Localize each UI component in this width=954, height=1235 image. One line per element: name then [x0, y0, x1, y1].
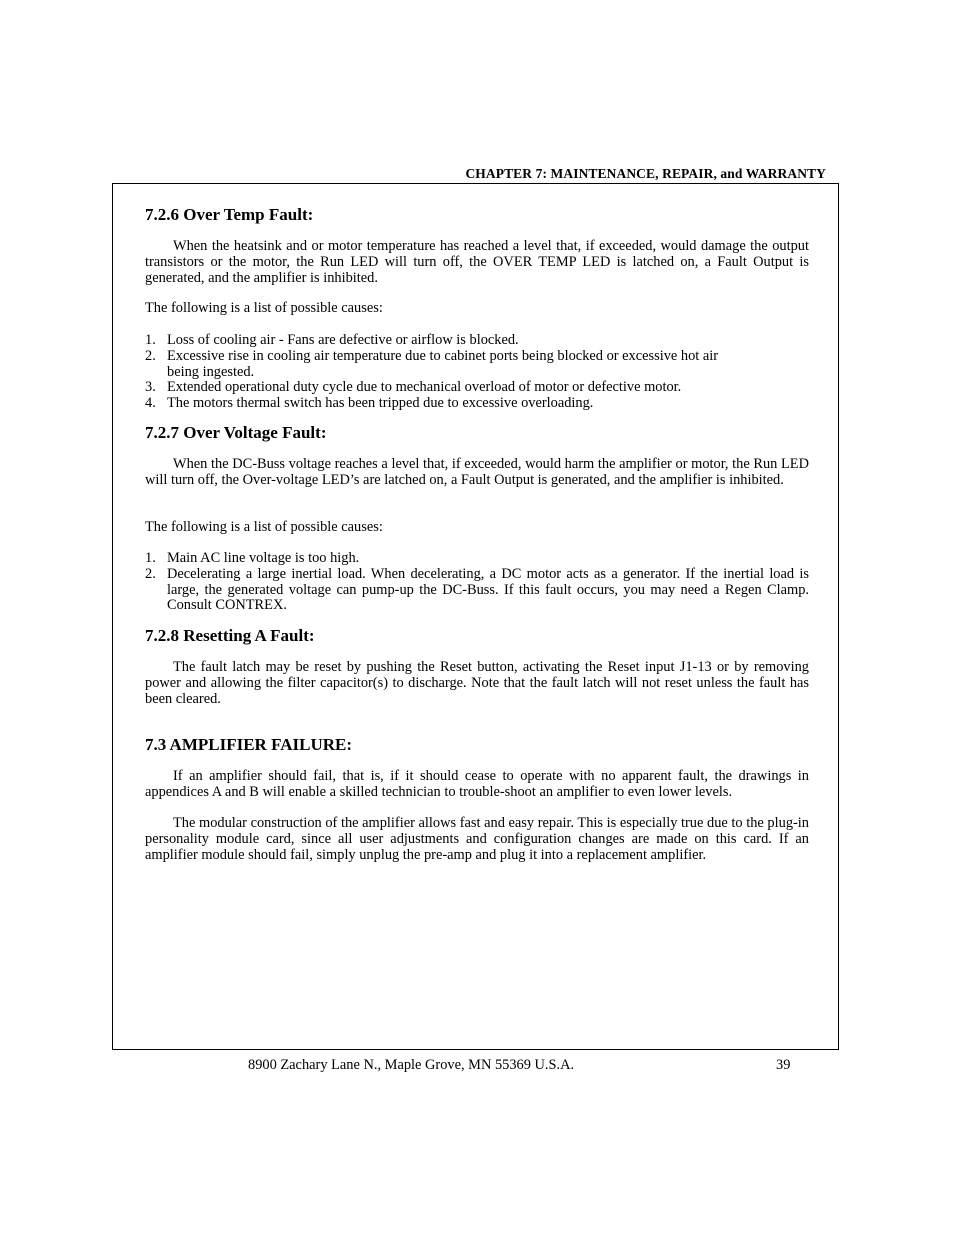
amplifier-failure-paragraph-1: If an amplifier should fail, that is, if it should cease to operate with no apparent fault, the drawings in appendices A and B will enable a skilled technician to trouble-shoot an amplifier to even lower levels. [145, 768, 809, 800]
over-temp-list-intro: The following is a list of possible causes: [145, 300, 383, 316]
over-voltage-list-intro: The following is a list of possible causes: [145, 519, 383, 535]
over-voltage-paragraph: When the DC-Buss voltage reaches a level that, if exceeded, would harm the amplifier or motor, the Run LED will turn off, the Over-voltage LED’s are latched on, a Fault Output is generated, and the amplifier is inhibited. [145, 456, 809, 488]
list-item: 3. Extended operational duty cycle due to mechanical overload of motor or defective motor. [145, 379, 682, 396]
over-voltage-causes-list [145, 551, 809, 614]
list-item: 1. Loss of cooling air - Fans are defective or airflow is blocked. [145, 332, 519, 348]
content-frame [112, 183, 839, 1050]
over-temp-paragraph: When the heatsink and or motor temperature has reached a level that, if exceeded, would damage the output transistors or the motor, the Run LED will turn off, the OVER TEMP LED is latched on, a Fault Output is generated, and the amplifier is inhibited. [145, 238, 809, 286]
list-item: 2. Excessive rise in cooling air temperature due to cabinet ports being blocked or excessive hot air being ingested. [145, 347, 719, 380]
over-temp-causes-list [145, 333, 809, 412]
section-title-over-temp: 7.2.6 Over Temp Fault: [145, 205, 314, 224]
section-title-resetting: 7.2.8 Resetting A Fault: [145, 626, 315, 645]
list-item: 2. Decelerating a large inertial load. When decelerating, a DC motor acts as a generator. If the inertial load is large, the generated voltage can pump-up the DC-Buss. If this fault occurs, you may need a Regen Clamp. Consult CONTREX. [145, 565, 809, 614]
page-number: 39 [776, 1057, 791, 1073]
list-item: 1. Main AC line voltage is too high. [145, 550, 360, 566]
amplifier-failure-paragraph-2: The modular construction of the amplifier allows fast and easy repair. This is especially true due to the plug-in personality module card, since all user adjustments and configuration changes are made on this card. If an amplifier module should fail, simply unplug the pre-amp and plug it into a replacement amplifier. [145, 815, 809, 863]
resetting-paragraph: The fault latch may be reset by pushing the Reset button, activating the Reset input J1-13 or by removing power and allowing the filter capacitor(s) to discharge. Note that the fault latch will not reset unless the fault has been cleared. [145, 659, 809, 707]
chapter-header: CHAPTER 7: MAINTENANCE, REPAIR, and WARRANTY [465, 166, 826, 181]
list-item: 4. The motors thermal switch has been tripped due to excessive overloading. [145, 395, 594, 412]
section-title-over-voltage: 7.2.7 Over Voltage Fault: [145, 423, 327, 442]
section-title-amplifier-failure: 7.3 AMPLIFIER FAILURE: [145, 735, 352, 754]
footer-address: 8900 Zachary Lane N., Maple Grove, MN 55369 U.S.A. [248, 1057, 575, 1073]
